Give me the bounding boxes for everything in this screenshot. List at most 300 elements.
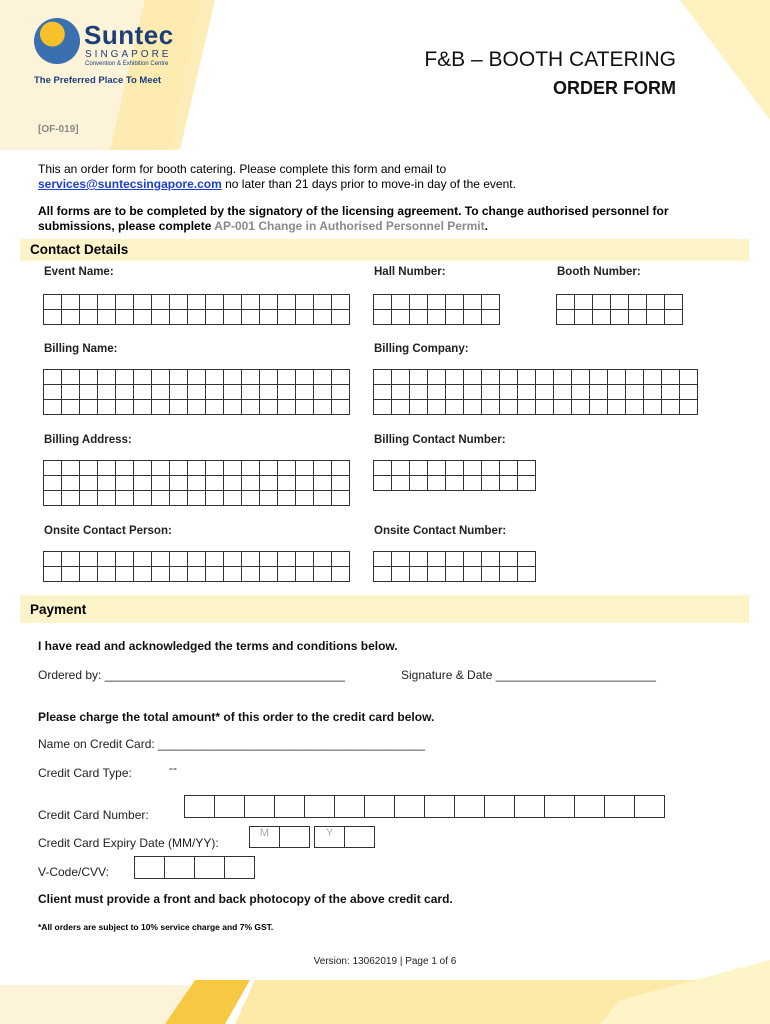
- char-box[interactable]: [410, 295, 428, 310]
- char-box[interactable]: [188, 491, 206, 506]
- char-box[interactable]: [575, 295, 593, 310]
- char-box[interactable]: [635, 796, 665, 818]
- char-box[interactable]: [242, 461, 260, 476]
- char-box[interactable]: [608, 400, 626, 415]
- expiry-year-boxes[interactable]: [314, 826, 375, 848]
- char-box[interactable]: [134, 385, 152, 400]
- char-box[interactable]: [392, 476, 410, 491]
- char-box[interactable]: [152, 567, 170, 582]
- char-box[interactable]: [557, 295, 575, 310]
- char-box[interactable]: [611, 295, 629, 310]
- char-box[interactable]: [188, 310, 206, 325]
- char-box[interactable]: [314, 567, 332, 582]
- char-box[interactable]: [224, 552, 242, 567]
- char-box[interactable]: [446, 567, 464, 582]
- char-box[interactable]: [206, 370, 224, 385]
- char-box[interactable]: [332, 310, 350, 325]
- char-box[interactable]: [44, 476, 62, 491]
- char-box[interactable]: [44, 491, 62, 506]
- char-box[interactable]: [260, 295, 278, 310]
- char-box[interactable]: [374, 552, 392, 567]
- char-box[interactable]: [518, 370, 536, 385]
- card-number-boxes[interactable]: [184, 795, 665, 818]
- char-box[interactable]: [365, 796, 395, 818]
- char-box[interactable]: [605, 796, 635, 818]
- char-box[interactable]: [500, 385, 518, 400]
- char-box[interactable]: [500, 476, 518, 491]
- char-box[interactable]: [116, 491, 134, 506]
- char-box[interactable]: [215, 796, 245, 818]
- char-box[interactable]: [575, 310, 593, 325]
- char-box[interactable]: [134, 295, 152, 310]
- char-box[interactable]: [80, 370, 98, 385]
- billing-address-boxes[interactable]: [43, 460, 350, 506]
- char-box[interactable]: [98, 567, 116, 582]
- char-box[interactable]: [446, 370, 464, 385]
- char-box[interactable]: [572, 385, 590, 400]
- char-box[interactable]: [116, 370, 134, 385]
- char-box[interactable]: [608, 385, 626, 400]
- char-box[interactable]: [260, 476, 278, 491]
- char-box[interactable]: [374, 310, 392, 325]
- char-box[interactable]: [44, 370, 62, 385]
- char-box[interactable]: [500, 567, 518, 582]
- char-box[interactable]: [296, 552, 314, 567]
- char-box[interactable]: [80, 400, 98, 415]
- char-box[interactable]: [590, 385, 608, 400]
- char-box[interactable]: [332, 385, 350, 400]
- char-box[interactable]: [392, 400, 410, 415]
- onsite-number-boxes[interactable]: [373, 551, 536, 582]
- char-box[interactable]: [554, 385, 572, 400]
- char-box[interactable]: [206, 552, 224, 567]
- char-box[interactable]: [446, 400, 464, 415]
- char-box[interactable]: [278, 400, 296, 415]
- char-box[interactable]: [332, 295, 350, 310]
- char-box[interactable]: [170, 476, 188, 491]
- char-box[interactable]: [296, 295, 314, 310]
- char-box[interactable]: [80, 567, 98, 582]
- char-box[interactable]: [116, 385, 134, 400]
- char-box[interactable]: [296, 310, 314, 325]
- char-box[interactable]: [206, 385, 224, 400]
- char-box[interactable]: [500, 400, 518, 415]
- char-box[interactable]: [296, 476, 314, 491]
- char-box[interactable]: [170, 400, 188, 415]
- char-box[interactable]: [392, 567, 410, 582]
- billing-contact-boxes[interactable]: [373, 460, 536, 491]
- char-box[interactable]: [260, 400, 278, 415]
- char-box[interactable]: [152, 476, 170, 491]
- booth-number-boxes[interactable]: [556, 294, 683, 325]
- char-box[interactable]: [278, 476, 296, 491]
- char-box[interactable]: [80, 310, 98, 325]
- char-box[interactable]: [332, 461, 350, 476]
- char-box[interactable]: [611, 310, 629, 325]
- ordered-by-field[interactable]: Ordered by: ____________________________________: [38, 668, 345, 682]
- char-box[interactable]: [80, 385, 98, 400]
- char-box[interactable]: [554, 370, 572, 385]
- expiry-month-box[interactable]: [280, 827, 310, 848]
- char-box[interactable]: [680, 400, 698, 415]
- char-box[interactable]: [374, 370, 392, 385]
- char-box[interactable]: [392, 552, 410, 567]
- char-box[interactable]: [116, 400, 134, 415]
- char-box[interactable]: [482, 385, 500, 400]
- char-box[interactable]: [242, 400, 260, 415]
- char-box[interactable]: [134, 400, 152, 415]
- char-box[interactable]: [629, 310, 647, 325]
- char-box[interactable]: [374, 385, 392, 400]
- char-box[interactable]: [296, 567, 314, 582]
- char-box[interactable]: [446, 385, 464, 400]
- char-box[interactable]: [116, 552, 134, 567]
- char-box[interactable]: [224, 567, 242, 582]
- char-box[interactable]: [428, 476, 446, 491]
- char-box[interactable]: [482, 370, 500, 385]
- char-box[interactable]: [572, 370, 590, 385]
- char-box[interactable]: [446, 476, 464, 491]
- char-box[interactable]: [152, 461, 170, 476]
- char-box[interactable]: [482, 552, 500, 567]
- char-box[interactable]: [464, 567, 482, 582]
- char-box[interactable]: [62, 552, 80, 567]
- char-box[interactable]: [98, 476, 116, 491]
- char-box[interactable]: [464, 385, 482, 400]
- char-box[interactable]: [224, 491, 242, 506]
- char-box[interactable]: [116, 295, 134, 310]
- onsite-person-boxes[interactable]: [43, 551, 350, 582]
- char-box[interactable]: [62, 491, 80, 506]
- char-box[interactable]: [464, 310, 482, 325]
- char-box[interactable]: [188, 295, 206, 310]
- char-box[interactable]: [260, 567, 278, 582]
- char-box[interactable]: [170, 567, 188, 582]
- char-box[interactable]: [518, 461, 536, 476]
- char-box[interactable]: [428, 567, 446, 582]
- char-box[interactable]: [647, 295, 665, 310]
- char-box[interactable]: [425, 796, 455, 818]
- char-box[interactable]: [206, 461, 224, 476]
- char-box[interactable]: [374, 400, 392, 415]
- char-box[interactable]: [572, 400, 590, 415]
- char-box[interactable]: [374, 567, 392, 582]
- char-box[interactable]: [680, 385, 698, 400]
- billing-company-boxes[interactable]: [373, 369, 698, 415]
- char-box[interactable]: [80, 476, 98, 491]
- char-box[interactable]: [374, 476, 392, 491]
- char-box[interactable]: [410, 567, 428, 582]
- char-box[interactable]: [152, 295, 170, 310]
- char-box[interactable]: [206, 400, 224, 415]
- char-box[interactable]: [464, 461, 482, 476]
- char-box[interactable]: [242, 295, 260, 310]
- char-box[interactable]: [482, 476, 500, 491]
- char-box[interactable]: [392, 385, 410, 400]
- char-box[interactable]: [296, 370, 314, 385]
- char-box[interactable]: [242, 476, 260, 491]
- char-box[interactable]: [242, 491, 260, 506]
- char-box[interactable]: [482, 400, 500, 415]
- char-box[interactable]: [135, 857, 165, 879]
- char-box[interactable]: [332, 370, 350, 385]
- char-box[interactable]: [224, 476, 242, 491]
- char-box[interactable]: [428, 295, 446, 310]
- char-box[interactable]: [314, 552, 332, 567]
- char-box[interactable]: [188, 385, 206, 400]
- char-box[interactable]: [665, 295, 683, 310]
- signature-date-field[interactable]: Signature & Date ________________________: [401, 668, 656, 682]
- char-box[interactable]: [188, 567, 206, 582]
- char-box[interactable]: [44, 385, 62, 400]
- char-box[interactable]: [335, 796, 365, 818]
- char-box[interactable]: [188, 552, 206, 567]
- char-box[interactable]: [455, 796, 485, 818]
- char-box[interactable]: [590, 370, 608, 385]
- char-box[interactable]: [62, 370, 80, 385]
- char-box[interactable]: [332, 400, 350, 415]
- char-box[interactable]: [515, 796, 545, 818]
- char-box[interactable]: [482, 461, 500, 476]
- char-box[interactable]: [446, 552, 464, 567]
- char-box[interactable]: [332, 552, 350, 567]
- char-box[interactable]: [593, 295, 611, 310]
- char-box[interactable]: [644, 385, 662, 400]
- char-box[interactable]: [296, 400, 314, 415]
- char-box[interactable]: [332, 491, 350, 506]
- char-box[interactable]: [170, 310, 188, 325]
- hall-number-boxes[interactable]: [373, 294, 500, 325]
- char-box[interactable]: [170, 295, 188, 310]
- char-box[interactable]: [245, 796, 275, 818]
- char-box[interactable]: [575, 796, 605, 818]
- char-box[interactable]: [428, 310, 446, 325]
- char-box[interactable]: [518, 476, 536, 491]
- char-box[interactable]: [116, 567, 134, 582]
- char-box[interactable]: [500, 552, 518, 567]
- char-box[interactable]: [152, 400, 170, 415]
- char-box[interactable]: [662, 400, 680, 415]
- char-box[interactable]: [464, 370, 482, 385]
- char-box[interactable]: [518, 385, 536, 400]
- char-box[interactable]: [98, 491, 116, 506]
- char-box[interactable]: [278, 567, 296, 582]
- char-box[interactable]: [80, 491, 98, 506]
- char-box[interactable]: [242, 370, 260, 385]
- char-box[interactable]: [260, 461, 278, 476]
- char-box[interactable]: [242, 385, 260, 400]
- char-box[interactable]: [278, 310, 296, 325]
- char-box[interactable]: [296, 385, 314, 400]
- char-box[interactable]: [44, 567, 62, 582]
- char-box[interactable]: [395, 796, 425, 818]
- char-box[interactable]: [278, 552, 296, 567]
- char-box[interactable]: [224, 461, 242, 476]
- char-box[interactable]: [62, 385, 80, 400]
- char-box[interactable]: [98, 400, 116, 415]
- char-box[interactable]: [134, 461, 152, 476]
- expiry-month-box[interactable]: M: [250, 827, 280, 848]
- char-box[interactable]: [152, 491, 170, 506]
- char-box[interactable]: [662, 385, 680, 400]
- char-box[interactable]: [314, 400, 332, 415]
- billing-name-boxes[interactable]: [43, 369, 350, 415]
- char-box[interactable]: [485, 796, 515, 818]
- expiry-year-box[interactable]: Y: [315, 827, 345, 848]
- char-box[interactable]: [224, 400, 242, 415]
- char-box[interactable]: [98, 552, 116, 567]
- cvv-boxes[interactable]: [134, 856, 255, 879]
- char-box[interactable]: [428, 461, 446, 476]
- event-name-boxes[interactable]: [43, 294, 350, 325]
- char-box[interactable]: [170, 385, 188, 400]
- char-box[interactable]: [224, 295, 242, 310]
- char-box[interactable]: [260, 552, 278, 567]
- char-box[interactable]: [536, 385, 554, 400]
- char-box[interactable]: [278, 370, 296, 385]
- char-box[interactable]: [518, 400, 536, 415]
- char-box[interactable]: [410, 310, 428, 325]
- char-box[interactable]: [593, 310, 611, 325]
- char-box[interactable]: [536, 370, 554, 385]
- char-box[interactable]: [296, 491, 314, 506]
- char-box[interactable]: [446, 310, 464, 325]
- char-box[interactable]: [554, 400, 572, 415]
- char-box[interactable]: [545, 796, 575, 818]
- char-box[interactable]: [464, 400, 482, 415]
- expiry-year-box[interactable]: [345, 827, 375, 848]
- char-box[interactable]: [206, 567, 224, 582]
- char-box[interactable]: [314, 310, 332, 325]
- char-box[interactable]: [518, 552, 536, 567]
- char-box[interactable]: [314, 461, 332, 476]
- char-box[interactable]: [170, 370, 188, 385]
- char-box[interactable]: [278, 491, 296, 506]
- char-box[interactable]: [134, 552, 152, 567]
- char-box[interactable]: [482, 567, 500, 582]
- ap001-link[interactable]: AP-001 Change in Authorised Personnel Permit: [214, 219, 485, 233]
- char-box[interactable]: [680, 370, 698, 385]
- char-box[interactable]: [278, 295, 296, 310]
- char-box[interactable]: [296, 461, 314, 476]
- char-box[interactable]: [314, 295, 332, 310]
- char-box[interactable]: [44, 400, 62, 415]
- char-box[interactable]: [206, 476, 224, 491]
- char-box[interactable]: [134, 491, 152, 506]
- char-box[interactable]: [608, 370, 626, 385]
- char-box[interactable]: [188, 476, 206, 491]
- char-box[interactable]: [314, 385, 332, 400]
- char-box[interactable]: [185, 796, 215, 818]
- char-box[interactable]: [500, 370, 518, 385]
- char-box[interactable]: [116, 461, 134, 476]
- char-box[interactable]: [626, 385, 644, 400]
- char-box[interactable]: [242, 552, 260, 567]
- char-box[interactable]: [62, 295, 80, 310]
- char-box[interactable]: [44, 461, 62, 476]
- char-box[interactable]: [224, 370, 242, 385]
- char-box[interactable]: [500, 461, 518, 476]
- char-box[interactable]: [374, 461, 392, 476]
- char-box[interactable]: [170, 461, 188, 476]
- char-box[interactable]: [224, 385, 242, 400]
- char-box[interactable]: [80, 461, 98, 476]
- char-box[interactable]: [392, 370, 410, 385]
- char-box[interactable]: [134, 370, 152, 385]
- char-box[interactable]: [626, 370, 644, 385]
- char-box[interactable]: [662, 370, 680, 385]
- char-box[interactable]: [392, 461, 410, 476]
- char-box[interactable]: [152, 385, 170, 400]
- char-box[interactable]: [428, 385, 446, 400]
- char-box[interactable]: [629, 295, 647, 310]
- char-box[interactable]: [446, 295, 464, 310]
- char-box[interactable]: [464, 476, 482, 491]
- char-box[interactable]: [116, 476, 134, 491]
- char-box[interactable]: [195, 857, 225, 879]
- char-box[interactable]: [644, 400, 662, 415]
- char-box[interactable]: [410, 400, 428, 415]
- char-box[interactable]: [410, 552, 428, 567]
- char-box[interactable]: [332, 567, 350, 582]
- char-box[interactable]: [314, 491, 332, 506]
- expiry-month-boxes[interactable]: [249, 826, 310, 848]
- char-box[interactable]: [410, 385, 428, 400]
- char-box[interactable]: [98, 310, 116, 325]
- char-box[interactable]: [260, 491, 278, 506]
- char-box[interactable]: [446, 461, 464, 476]
- char-box[interactable]: [188, 461, 206, 476]
- char-box[interactable]: [644, 370, 662, 385]
- char-box[interactable]: [392, 295, 410, 310]
- char-box[interactable]: [206, 295, 224, 310]
- char-box[interactable]: [626, 400, 644, 415]
- char-box[interactable]: [278, 461, 296, 476]
- char-box[interactable]: [428, 400, 446, 415]
- char-box[interactable]: [314, 476, 332, 491]
- char-box[interactable]: [44, 295, 62, 310]
- char-box[interactable]: [482, 295, 500, 310]
- char-box[interactable]: [152, 370, 170, 385]
- char-box[interactable]: [188, 370, 206, 385]
- char-box[interactable]: [428, 370, 446, 385]
- char-box[interactable]: [305, 796, 335, 818]
- char-box[interactable]: [44, 310, 62, 325]
- char-box[interactable]: [170, 491, 188, 506]
- char-box[interactable]: [410, 476, 428, 491]
- char-box[interactable]: [62, 461, 80, 476]
- char-box[interactable]: [44, 552, 62, 567]
- char-box[interactable]: [374, 295, 392, 310]
- char-box[interactable]: [206, 491, 224, 506]
- char-box[interactable]: [98, 295, 116, 310]
- char-box[interactable]: [242, 567, 260, 582]
- char-box[interactable]: [116, 310, 134, 325]
- char-box[interactable]: [98, 385, 116, 400]
- char-box[interactable]: [536, 400, 554, 415]
- char-box[interactable]: [647, 310, 665, 325]
- char-box[interactable]: [332, 476, 350, 491]
- char-box[interactable]: [464, 295, 482, 310]
- char-box[interactable]: [80, 552, 98, 567]
- char-box[interactable]: [206, 310, 224, 325]
- card-type-select[interactable]: --: [169, 761, 177, 775]
- char-box[interactable]: [392, 310, 410, 325]
- char-box[interactable]: [410, 461, 428, 476]
- char-box[interactable]: [482, 310, 500, 325]
- char-box[interactable]: [152, 310, 170, 325]
- char-box[interactable]: [98, 370, 116, 385]
